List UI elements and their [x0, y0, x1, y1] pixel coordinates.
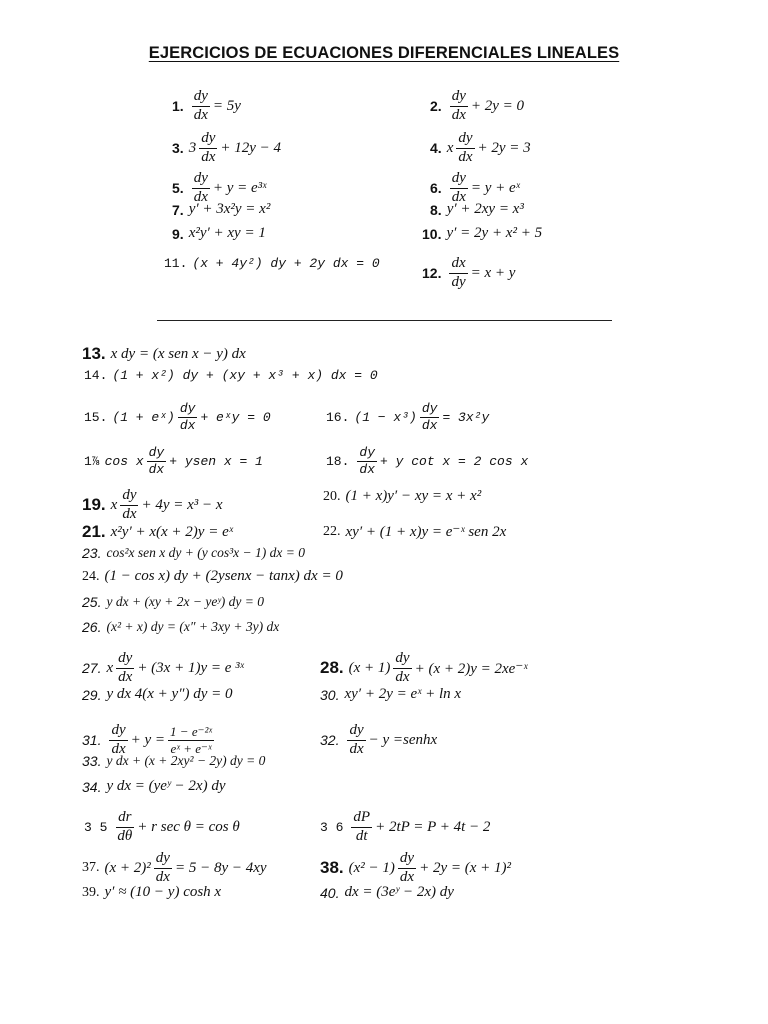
exercise-number: 1⅞ [84, 453, 100, 469]
exercise-number: 26. [82, 619, 102, 635]
exercise-30 [320, 686, 461, 703]
exercise-number: 31. [82, 732, 102, 749]
derivative-fraction [154, 851, 172, 886]
fraction-denominator: dx [122, 505, 137, 522]
exercise-8 [430, 201, 524, 218]
derivative-fraction [147, 446, 167, 476]
exercise-10 [422, 225, 542, 242]
fraction-numerator: dy [359, 445, 376, 460]
derivative-fraction [449, 256, 467, 291]
equation-body: + (x + 2)y = 2xe⁻ˣ [414, 660, 528, 677]
equation-body: + (3x + 1)y = e ³ˣ [137, 659, 244, 676]
equation-body: + eˣy = 0 [200, 409, 271, 425]
exercise-14 [84, 368, 378, 383]
fraction-numerator: dy [456, 131, 474, 149]
equation-body: y′ = 2y + x² + 5 [446, 225, 543, 241]
exercise-22 [323, 522, 506, 541]
derivative-fraction [199, 131, 217, 166]
equation-prefix: (x + 2)² [104, 859, 151, 876]
equation-body: + 2y = (x + 1)² [419, 859, 512, 876]
document-title: EJERCICIOS DE ECUACIONES DIFERENCIALES LINEALES [148, 44, 620, 62]
exercise-number: 9. [172, 225, 184, 242]
equation-body: + y cot x = 2 cos x [380, 453, 529, 469]
exercise-37 [82, 851, 267, 886]
equation-body: + 4y = x³ − x [141, 496, 223, 513]
equation-body: y dx 4(x + y″) dy = 0 [106, 686, 233, 702]
equation-body: = x + y [470, 264, 516, 281]
exercise-number: 2. [430, 98, 442, 115]
exercise-number: 20. [323, 488, 341, 504]
fraction-denominator: dx [118, 668, 133, 685]
equation-body: = 5y [212, 97, 241, 114]
fraction-numerator: dy [421, 401, 438, 416]
fraction-numerator: dy [154, 851, 172, 869]
derivative-fraction [456, 131, 474, 166]
equation-body: + 12y − 4 [220, 139, 282, 156]
equation-prefix: x [106, 659, 114, 676]
equation-body: y′ + 3x²y = x² [188, 201, 271, 217]
fraction-denominator: dt [355, 827, 368, 844]
exercise-1 [172, 89, 241, 124]
equation-body: dx = (3eʸ − 2x) dy [344, 884, 454, 900]
exercise-number: 39. [82, 884, 100, 900]
equation-body: y dx + (xy + 2x − yeʸ) dy = 0 [106, 594, 265, 609]
exercise-number: 7. [172, 201, 184, 218]
exercise-9 [172, 225, 266, 242]
fraction-denominator: dx [179, 417, 196, 433]
exercise-7 [172, 201, 270, 218]
exercise-20 [323, 488, 481, 505]
exercise-number: 12. [422, 265, 442, 282]
fraction-numerator: dy [179, 401, 196, 416]
exercise-number: 27. [82, 660, 102, 677]
equation-prefix: (1 − x³) [354, 409, 417, 425]
derivative-fraction [398, 851, 416, 886]
equation-prefix: (1 + eˣ) [112, 409, 175, 425]
exercise-number: 6. [430, 180, 442, 197]
exercise-number: 1. [172, 98, 184, 115]
equation-body: y′ ≈ (10 − y) cosh x [104, 884, 222, 900]
exercise-number: 38. [320, 858, 344, 878]
exercise-28 [320, 651, 527, 686]
derivative-fraction [351, 810, 372, 845]
fraction-numerator: dy [192, 171, 210, 189]
exercise-number: 34. [82, 778, 102, 795]
exercise-number: 32. [320, 732, 340, 749]
exercise-26 [82, 619, 279, 635]
fraction-denominator: dx [451, 106, 466, 123]
exercise-13 [82, 344, 246, 364]
fraction-denominator: dx [155, 868, 170, 885]
equation-prefix: x [110, 496, 118, 513]
fraction-numerator: dy [450, 171, 468, 189]
exercise-number: 13. [82, 344, 106, 363]
equation-body: xy′ + 2y = eˣ + ln x [344, 686, 462, 702]
exercise-number: 19. [82, 495, 106, 515]
exercise-number: 3 6 [320, 819, 344, 835]
exercise-number: 16. [326, 409, 350, 425]
exercise-36 [320, 810, 490, 845]
exercise-number: 8. [430, 201, 442, 218]
equation-body: + 2y = 3 [477, 139, 531, 156]
fraction-numerator: dy [393, 651, 411, 669]
exercise-11 [164, 256, 380, 271]
derivative-fraction [120, 488, 138, 523]
equation-body: y′ + 2xy = x³ [446, 201, 524, 217]
equation-body: = 5 − 8y − 4xy [174, 859, 267, 876]
exercise-number: 21. [82, 522, 106, 541]
equation-body: = 3x²y [442, 409, 490, 425]
equation-body: x²y′ + x(x + 2)y = eˣ [110, 523, 233, 540]
fraction-denominator: dθ [117, 827, 133, 844]
equation-body: = y + eˣ [470, 179, 520, 196]
equation-prefix: x [446, 139, 454, 156]
equation-prefix: (x + 1) [348, 659, 391, 676]
fraction-numerator: dy [120, 488, 138, 506]
equation-body: y dx = (yeʸ − 2x) dy [106, 778, 226, 794]
fraction-numerator: dr [116, 810, 133, 828]
exercise-number: 14. [84, 368, 108, 383]
equation-prefix: cos x [104, 453, 144, 469]
exercise-17 [84, 446, 263, 476]
exercise-21 [82, 522, 233, 542]
derivative-fraction [115, 810, 134, 845]
equation-body: x²y′ + xy = 1 [188, 225, 266, 241]
exercise-number: 18. [326, 453, 350, 469]
exercise-32 [320, 723, 437, 758]
equation-body: (x² + x) dy = (x″ + 3xy + 3y) dx [106, 619, 280, 634]
equation-body: + ysen x = 1 [169, 453, 263, 469]
equation-body: (1 + x²) dy + (xy + x³ + x) dx = 0 [112, 368, 378, 383]
equation-body: + 2y = 0 [470, 97, 525, 114]
exercise-number: 37. [82, 860, 100, 876]
equation-body: (1 + x)y′ − xy = x + x² [345, 488, 482, 504]
exercise-number: 25. [82, 594, 102, 610]
exercise-24 [82, 568, 343, 585]
exercise-number: 29. [82, 686, 102, 703]
exercise-number: 15. [84, 409, 108, 425]
fraction-numerator: 1 − e⁻²ˣ [170, 724, 213, 740]
exercise-number: 5. [172, 180, 184, 197]
fraction-numerator: dx [449, 256, 467, 274]
fraction-denominator: dx [111, 740, 126, 757]
fraction-denominator: eˣ + e⁻ˣ [170, 740, 212, 756]
derivative-fraction [192, 89, 210, 124]
exercise-3 [172, 131, 281, 166]
exercise-23 [82, 545, 305, 561]
exercise-number: 10. [422, 225, 442, 242]
exercise-number: 40. [320, 884, 340, 901]
exercise-number: 24. [82, 568, 100, 584]
fraction-numerator: dy [148, 445, 165, 460]
exercise-19 [82, 488, 223, 523]
derivative-fraction [393, 651, 411, 686]
equation-prefix: 3 [188, 139, 197, 156]
exercise-2 [430, 89, 524, 124]
derivative-fraction [357, 446, 377, 476]
rhs-fraction [168, 725, 214, 755]
derivative-fraction [347, 723, 365, 758]
exercise-number: 28. [320, 658, 344, 678]
derivative-fraction [178, 402, 198, 432]
exercise-number: 11. [164, 256, 188, 271]
equation-body: cos²x sen x dy + (y cos³x − 1) dx = 0 [106, 545, 305, 560]
exercise-number: 3 5 [84, 819, 108, 835]
fraction-denominator: dx [451, 188, 466, 205]
equation-prefix: (x² − 1) [348, 859, 395, 876]
equation-body: (1 − cos x) dy + (2ysenx − tanx) dx = 0 [104, 568, 343, 584]
equation-body: x dy = (x sen x − y) dx [110, 345, 246, 362]
exercise-33 [82, 753, 265, 769]
equation-body: + r sec θ = cos θ [137, 818, 240, 835]
fraction-denominator: dx [458, 148, 473, 165]
equation-body: (x + 4y²) dy + 2y dx = 0 [192, 256, 380, 271]
exercise-number: 23. [82, 545, 102, 561]
exercise-34 [82, 778, 225, 795]
exercise-25 [82, 594, 264, 610]
equation-body: + y = [130, 731, 166, 748]
exercise-15 [84, 402, 271, 432]
fraction-denominator: dx [349, 740, 364, 757]
fraction-denominator: dx [193, 106, 208, 123]
fraction-denominator: dx [359, 461, 376, 477]
exercise-39 [82, 884, 221, 901]
derivative-fraction [450, 89, 468, 124]
exercise-12 [422, 256, 515, 291]
equation-body: + y = e³ˣ [212, 179, 267, 196]
equation-body: + 2tP = P + 4t − 2 [375, 818, 491, 835]
exercise-4 [430, 131, 531, 166]
exercise-16 [326, 402, 489, 432]
exercise-18 [326, 446, 528, 476]
fraction-denominator: dx [201, 148, 216, 165]
fraction-numerator: dy [398, 851, 416, 869]
exercise-35 [84, 810, 240, 845]
fraction-numerator: dy [116, 651, 134, 669]
equation-body: xy′ + (1 + x)y = e⁻ˣ sen 2x [345, 524, 507, 540]
fraction-denominator: dx [421, 417, 438, 433]
derivative-fraction [420, 402, 440, 432]
fraction-denominator: dy [451, 273, 466, 290]
equation-body: − y =senhx [368, 731, 438, 748]
fraction-denominator: dx [193, 188, 208, 205]
exercise-27 [82, 651, 244, 686]
fraction-denominator: dx [395, 668, 410, 685]
equation-body: y dx + (x + 2xy² − 2y) dy = 0 [106, 753, 266, 768]
section-divider [157, 320, 612, 321]
exercise-38 [320, 851, 511, 886]
exercise-number: 4. [430, 140, 442, 157]
exercise-29 [82, 686, 233, 703]
fraction-numerator: dy [450, 89, 468, 107]
exercise-number: 22. [323, 523, 341, 539]
derivative-fraction [116, 651, 134, 686]
fraction-numerator: dy [109, 723, 127, 741]
fraction-denominator: dx [399, 868, 415, 885]
fraction-numerator: dy [192, 89, 210, 107]
exercise-number: 30. [320, 686, 340, 703]
fraction-numerator: dy [199, 131, 217, 149]
exercise-40 [320, 884, 454, 901]
fraction-denominator: dx [148, 461, 165, 477]
exercise-number: 3. [172, 140, 184, 157]
exercise-number: 33. [82, 753, 102, 769]
fraction-numerator: dy [347, 723, 365, 741]
fraction-numerator: dP [351, 810, 372, 828]
